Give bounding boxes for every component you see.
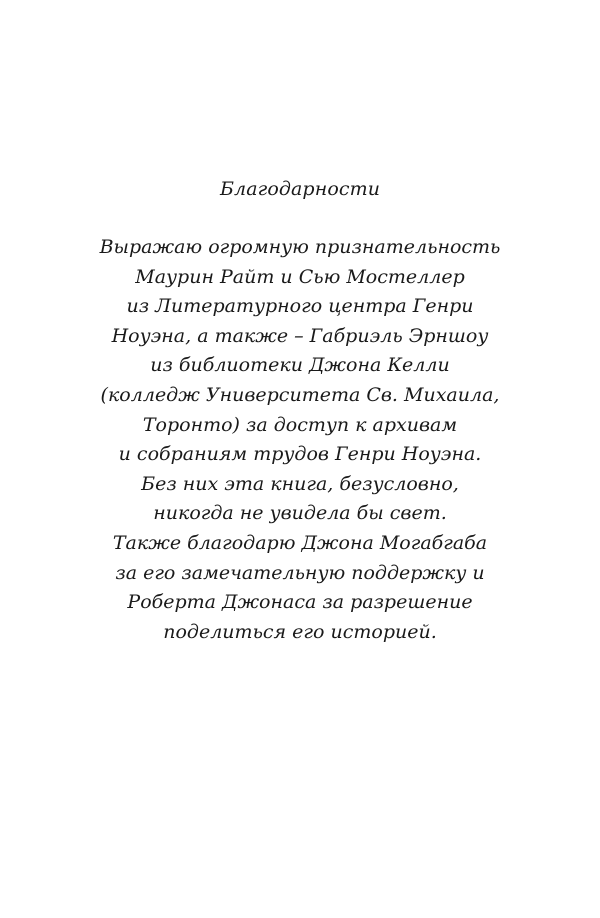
text-line: Роберта Джонаса за разрешение <box>127 591 473 614</box>
page-title: Благодарности <box>219 178 381 200</box>
text-line: Без них эта книга, безусловно, <box>141 472 459 495</box>
text-line: поделиться его историей. <box>163 620 437 643</box>
acknowledgements-text <box>0 233 600 647</box>
text-line: никогда не увидела бы свет. <box>153 502 447 525</box>
text-line: Также благодарю Джона Могабгаба <box>112 531 488 554</box>
text-line: из библиотеки Джона Келли <box>150 354 450 377</box>
text-line: (колледж Университета Св. Михаила, <box>100 383 500 406</box>
text-line: Торонто) за доступ к архивам <box>142 413 458 436</box>
text-line: и собраниям трудов Генри Ноуэна. <box>118 443 482 466</box>
text-line: за его замечательную поддержку и <box>115 561 485 584</box>
text-line: Ноуэна, а также – Габриэль Эрншоу <box>111 324 489 347</box>
text-line: Выражаю огромную признательность <box>99 236 501 258</box>
text-line: из Литературного центра Генри <box>126 295 474 318</box>
text-line: Маурин Райт и Сью Мостеллер <box>135 265 465 288</box>
